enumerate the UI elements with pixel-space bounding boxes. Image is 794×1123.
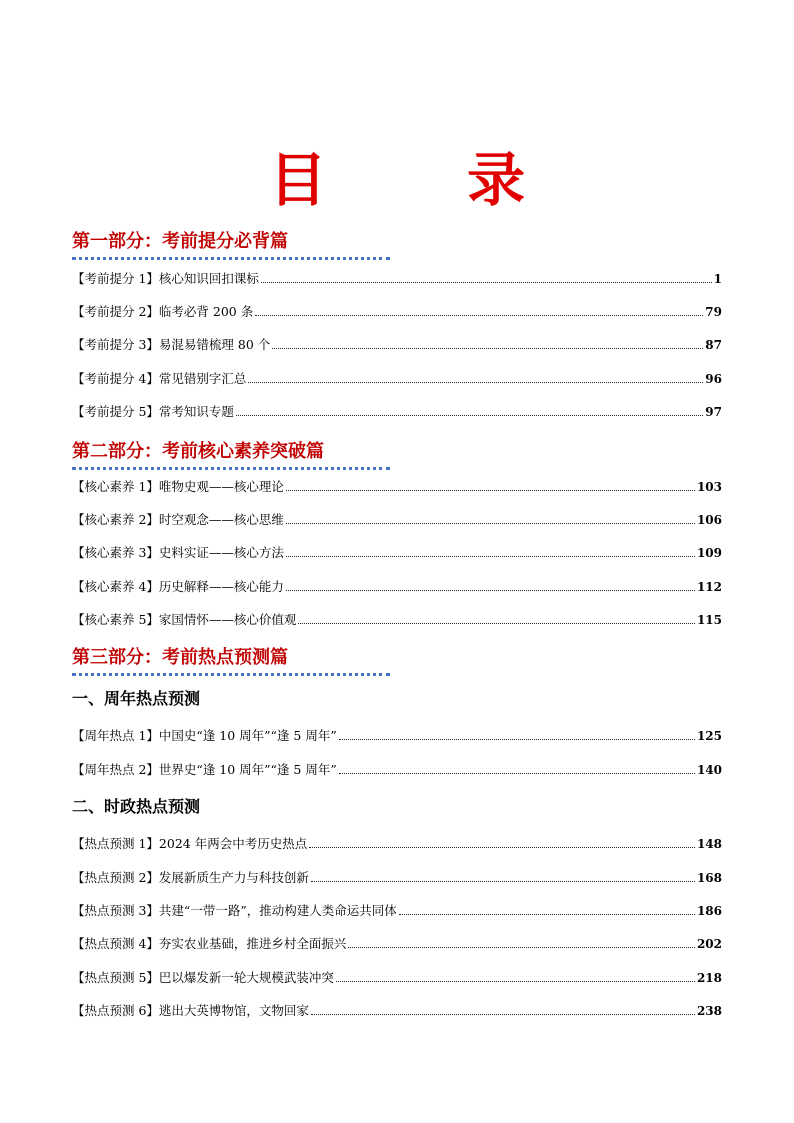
- toc-entry[interactable]: [72, 509, 722, 529]
- toc-entry-label: 【核心素养 1】唯物史观——核心理论: [72, 479, 284, 494]
- toc-entry-label: 【热点预测 2】发展新质生产力与科技创新: [72, 870, 309, 885]
- section-heading: 二、时政热点预测: [72, 797, 201, 816]
- toc-entry[interactable]: [72, 900, 722, 920]
- toc-entry-label: 【热点预测 4】夯实农业基础，推进乡村全面振兴: [72, 936, 347, 951]
- dot-leader: [286, 590, 695, 591]
- dot-leader: [255, 315, 703, 316]
- toc-entry-page: 79: [705, 305, 722, 319]
- toc-entry-page: 148: [696, 837, 722, 851]
- toc-entry-label: 【核心素养 5】家国情怀——核心价值观: [72, 612, 297, 627]
- section-heading: 一、周年热点预测: [72, 689, 201, 708]
- dot-leader: [236, 415, 703, 416]
- toc-entry-page: 97: [705, 405, 722, 419]
- part-title: 第一部分：考前提分必背篇: [72, 231, 288, 252]
- dot-leader: [399, 914, 695, 915]
- dot-leader: [298, 623, 695, 624]
- toc-entry-page: 112: [696, 580, 722, 594]
- dot-leader: [311, 881, 695, 882]
- toc-entry[interactable]: [72, 967, 722, 987]
- part-2-heading: [72, 440, 392, 470]
- toc-entry[interactable]: [72, 268, 722, 288]
- toc-entry[interactable]: [72, 933, 722, 953]
- toc-entry-label: 【周年热点 1】中国史“逢 10 周年”“逢 5 周年”: [72, 728, 337, 743]
- part-1-heading: [72, 230, 392, 260]
- part-title: 第三部分：考前热点预测篇: [72, 647, 288, 668]
- toc-entry-page: 87: [705, 338, 722, 352]
- dot-leader: [261, 282, 712, 283]
- part-divider: [72, 467, 390, 470]
- toc-entry[interactable]: [72, 368, 722, 388]
- toc-entry-page: 103: [696, 480, 722, 494]
- toc-entry[interactable]: [72, 476, 722, 496]
- part-divider: [72, 673, 390, 676]
- toc-entry[interactable]: [72, 576, 722, 596]
- dot-leader: [286, 523, 695, 524]
- toc-entry-label: 【考前提分 5】常考知识专题: [72, 404, 234, 419]
- toc-entry-label: 【核心素养 4】历史解释——核心能力: [72, 579, 284, 594]
- toc-entry-page: 186: [696, 904, 722, 918]
- toc-entry-label: 【考前提分 1】核心知识回扣课标: [72, 271, 259, 286]
- toc-entry-page: 1: [713, 272, 722, 286]
- toc-entry-label: 【核心素养 3】史料实证——核心方法: [72, 545, 284, 560]
- toc-entry[interactable]: [72, 725, 722, 745]
- dot-leader: [248, 382, 703, 383]
- toc-entry-label: 【周年热点 2】世界史“逢 10 周年”“逢 5 周年”: [72, 762, 337, 777]
- dot-leader: [286, 490, 695, 491]
- dot-leader: [272, 348, 703, 349]
- toc-entry-page: 125: [696, 729, 722, 743]
- toc-entry-label: 【考前提分 2】临考必背 200 条: [72, 304, 254, 319]
- toc-entry[interactable]: [72, 401, 722, 421]
- dot-leader: [339, 773, 695, 774]
- toc-entry[interactable]: [72, 301, 722, 321]
- toc-entry-page: 140: [696, 763, 722, 777]
- toc-entry[interactable]: [72, 542, 722, 562]
- toc-entry[interactable]: [72, 334, 722, 354]
- toc-entry-page: 109: [696, 546, 722, 560]
- toc-entry-page: 115: [696, 613, 722, 627]
- toc-entry[interactable]: [72, 1000, 722, 1020]
- page-title: 目 录: [268, 146, 586, 214]
- toc-entry-label: 【考前提分 3】易混易错梳理 80 个: [72, 337, 271, 352]
- toc-entry-page: 218: [696, 971, 722, 985]
- toc-entry[interactable]: [72, 833, 722, 853]
- toc-entry-label: 【热点预测 3】共建“一带一路”，推动构建人类命运共同体: [72, 903, 397, 918]
- toc-entry-page: 238: [696, 1004, 722, 1018]
- toc-entry-label: 【考前提分 4】常见错别字汇总: [72, 371, 247, 386]
- toc-entry-label: 【热点预测 5】巴以爆发新一轮大规模武装冲突: [72, 970, 334, 985]
- part-3-heading: [72, 646, 392, 676]
- toc-entry-page: 168: [696, 871, 722, 885]
- dot-leader: [309, 847, 695, 848]
- toc-entry[interactable]: [72, 867, 722, 887]
- toc-entry-page: 106: [696, 513, 722, 527]
- toc-entry-label: 【热点预测 6】逃出大英博物馆，文物回家: [72, 1003, 309, 1018]
- dot-leader: [348, 947, 695, 948]
- toc-entry-page: 202: [696, 937, 722, 951]
- dot-leader: [336, 981, 695, 982]
- part-divider: [72, 257, 390, 260]
- toc-entry-label: 【核心素养 2】时空观念——核心思维: [72, 512, 284, 527]
- part-title: 第二部分：考前核心素养突破篇: [72, 441, 324, 462]
- toc-entry[interactable]: [72, 609, 722, 629]
- dot-leader: [339, 739, 695, 740]
- dot-leader: [286, 556, 695, 557]
- dot-leader: [311, 1014, 695, 1015]
- toc-entry-page: 96: [705, 372, 722, 386]
- toc-entry-label: 【热点预测 1】2024 年两会中考历史热点: [72, 836, 308, 851]
- toc-entry[interactable]: [72, 759, 722, 779]
